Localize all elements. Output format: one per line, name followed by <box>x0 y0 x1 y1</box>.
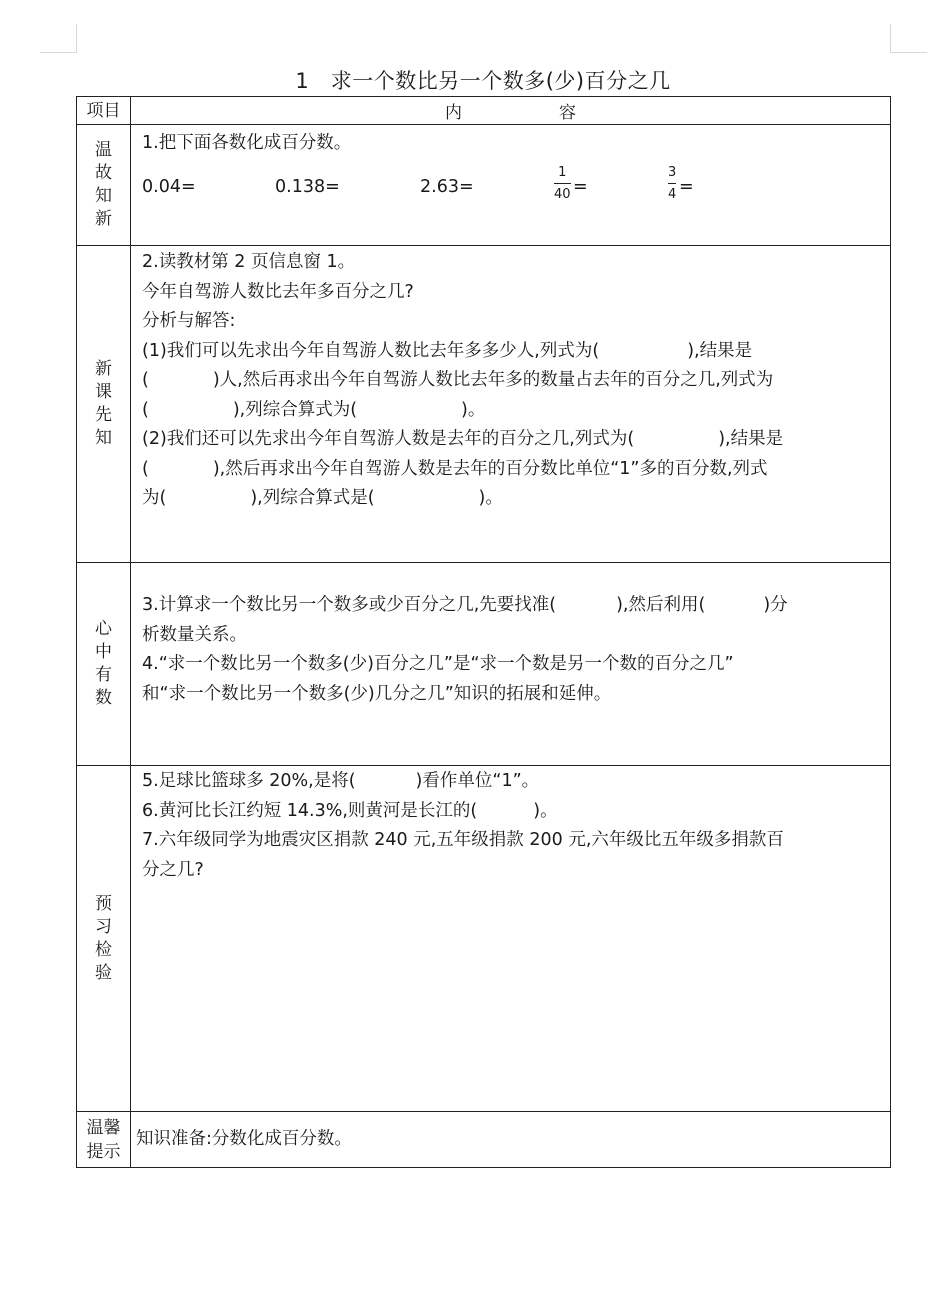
section-content-preview <box>131 246 891 563</box>
section-review <box>77 125 891 246</box>
worksheet-table <box>76 96 891 1168</box>
page-title: 1 求一个数比另一个数多(少)百分之几 <box>295 69 671 93</box>
crop-mark-top-right <box>890 24 927 53</box>
fraction-item <box>554 165 571 203</box>
section-tip <box>77 1112 891 1168</box>
note-4: 4.“求一个数比另一个数多(少)百分之几”是“求一个数是另一个数的百分之几” 和“求一个数比另一个数多(少)几分之几”知识的拓展和延伸。 <box>142 654 734 704</box>
section-check <box>77 766 891 1112</box>
question-3: 3.计算求一个数比另一个数多或少百分之几,先要找准( ),然后利用( )分 析数量关系。 <box>142 595 788 645</box>
analysis-part-1: (1)我们可以先求出今年自驾游人数比去年多多少人,列式为( ),结果是 ( )人,然后再求出今年自驾游人数比去年多的数量占去年的百分之几,列式为 ( ),列综合算式为( )。 <box>142 340 774 420</box>
section-label-tip: 温馨提示 <box>77 1112 131 1168</box>
fraction-numerator: 3 <box>668 164 677 180</box>
question-2: 2.读教材第 2 页信息窗 1。 <box>142 252 356 272</box>
equals-sign: = <box>573 176 588 197</box>
analysis-heading: 分析与解答: <box>142 311 236 331</box>
fraction-numerator: 1 <box>558 164 567 180</box>
question-1: 1.把下面各数化成百分数。 <box>142 133 352 153</box>
question-6: 6.黄河比长江约短 14.3%,则黄河是长江的( )。 <box>142 800 558 821</box>
fraction-bar <box>554 183 571 184</box>
section-content-check <box>131 766 891 1112</box>
question-7: 7.六年级同学为地震灾区捐款 240 元,五年级捐款 200 元,六年级比五年级多捐款百 分之几? <box>142 830 784 880</box>
fraction-bar <box>668 183 676 184</box>
header-item-label: 项目 <box>77 97 131 125</box>
question-2-prompt: 今年自驾游人数比去年多百分之几? <box>142 281 414 302</box>
section-label-key-points: 心中有数 <box>77 563 131 766</box>
decimal-item: 0.138= <box>275 176 340 197</box>
fraction-item <box>668 165 676 203</box>
header-row <box>77 97 891 125</box>
section-content-key-points <box>131 563 891 766</box>
section-label-review: 温故知新 <box>77 125 131 246</box>
conversion-items <box>142 159 880 219</box>
crop-mark-top-left <box>40 24 77 53</box>
section-label-check: 预习检验 <box>77 766 131 1112</box>
question-5: 5.足球比篮球多 20%,是将( )看作单位“1”。 <box>142 771 540 791</box>
decimal-item: 0.04= <box>142 176 196 197</box>
analysis-part-2: (2)我们还可以先求出今年自驾游人数是去年的百分之几,列式为( ),结果是 ( ),然后再求出今年自驾游人数是去年的百分数比单位“1”多的百分数,列式 为( ),列综合算式是( )。 <box>142 429 784 508</box>
section-preview <box>77 246 891 563</box>
decimal-item: 2.63= <box>420 176 474 197</box>
section-label-preview: 新课先知 <box>77 246 131 563</box>
equals-sign: = <box>679 176 694 197</box>
section-content-review <box>131 125 891 246</box>
header-content-label: 内 容 <box>131 97 891 125</box>
section-key-points <box>77 563 891 766</box>
section-content-tip <box>131 1112 891 1168</box>
fraction-denominator: 40 <box>554 186 571 202</box>
tip-text: 知识准备:分数化成百分数。 <box>136 1128 352 1149</box>
fraction-denominator: 4 <box>668 186 677 202</box>
